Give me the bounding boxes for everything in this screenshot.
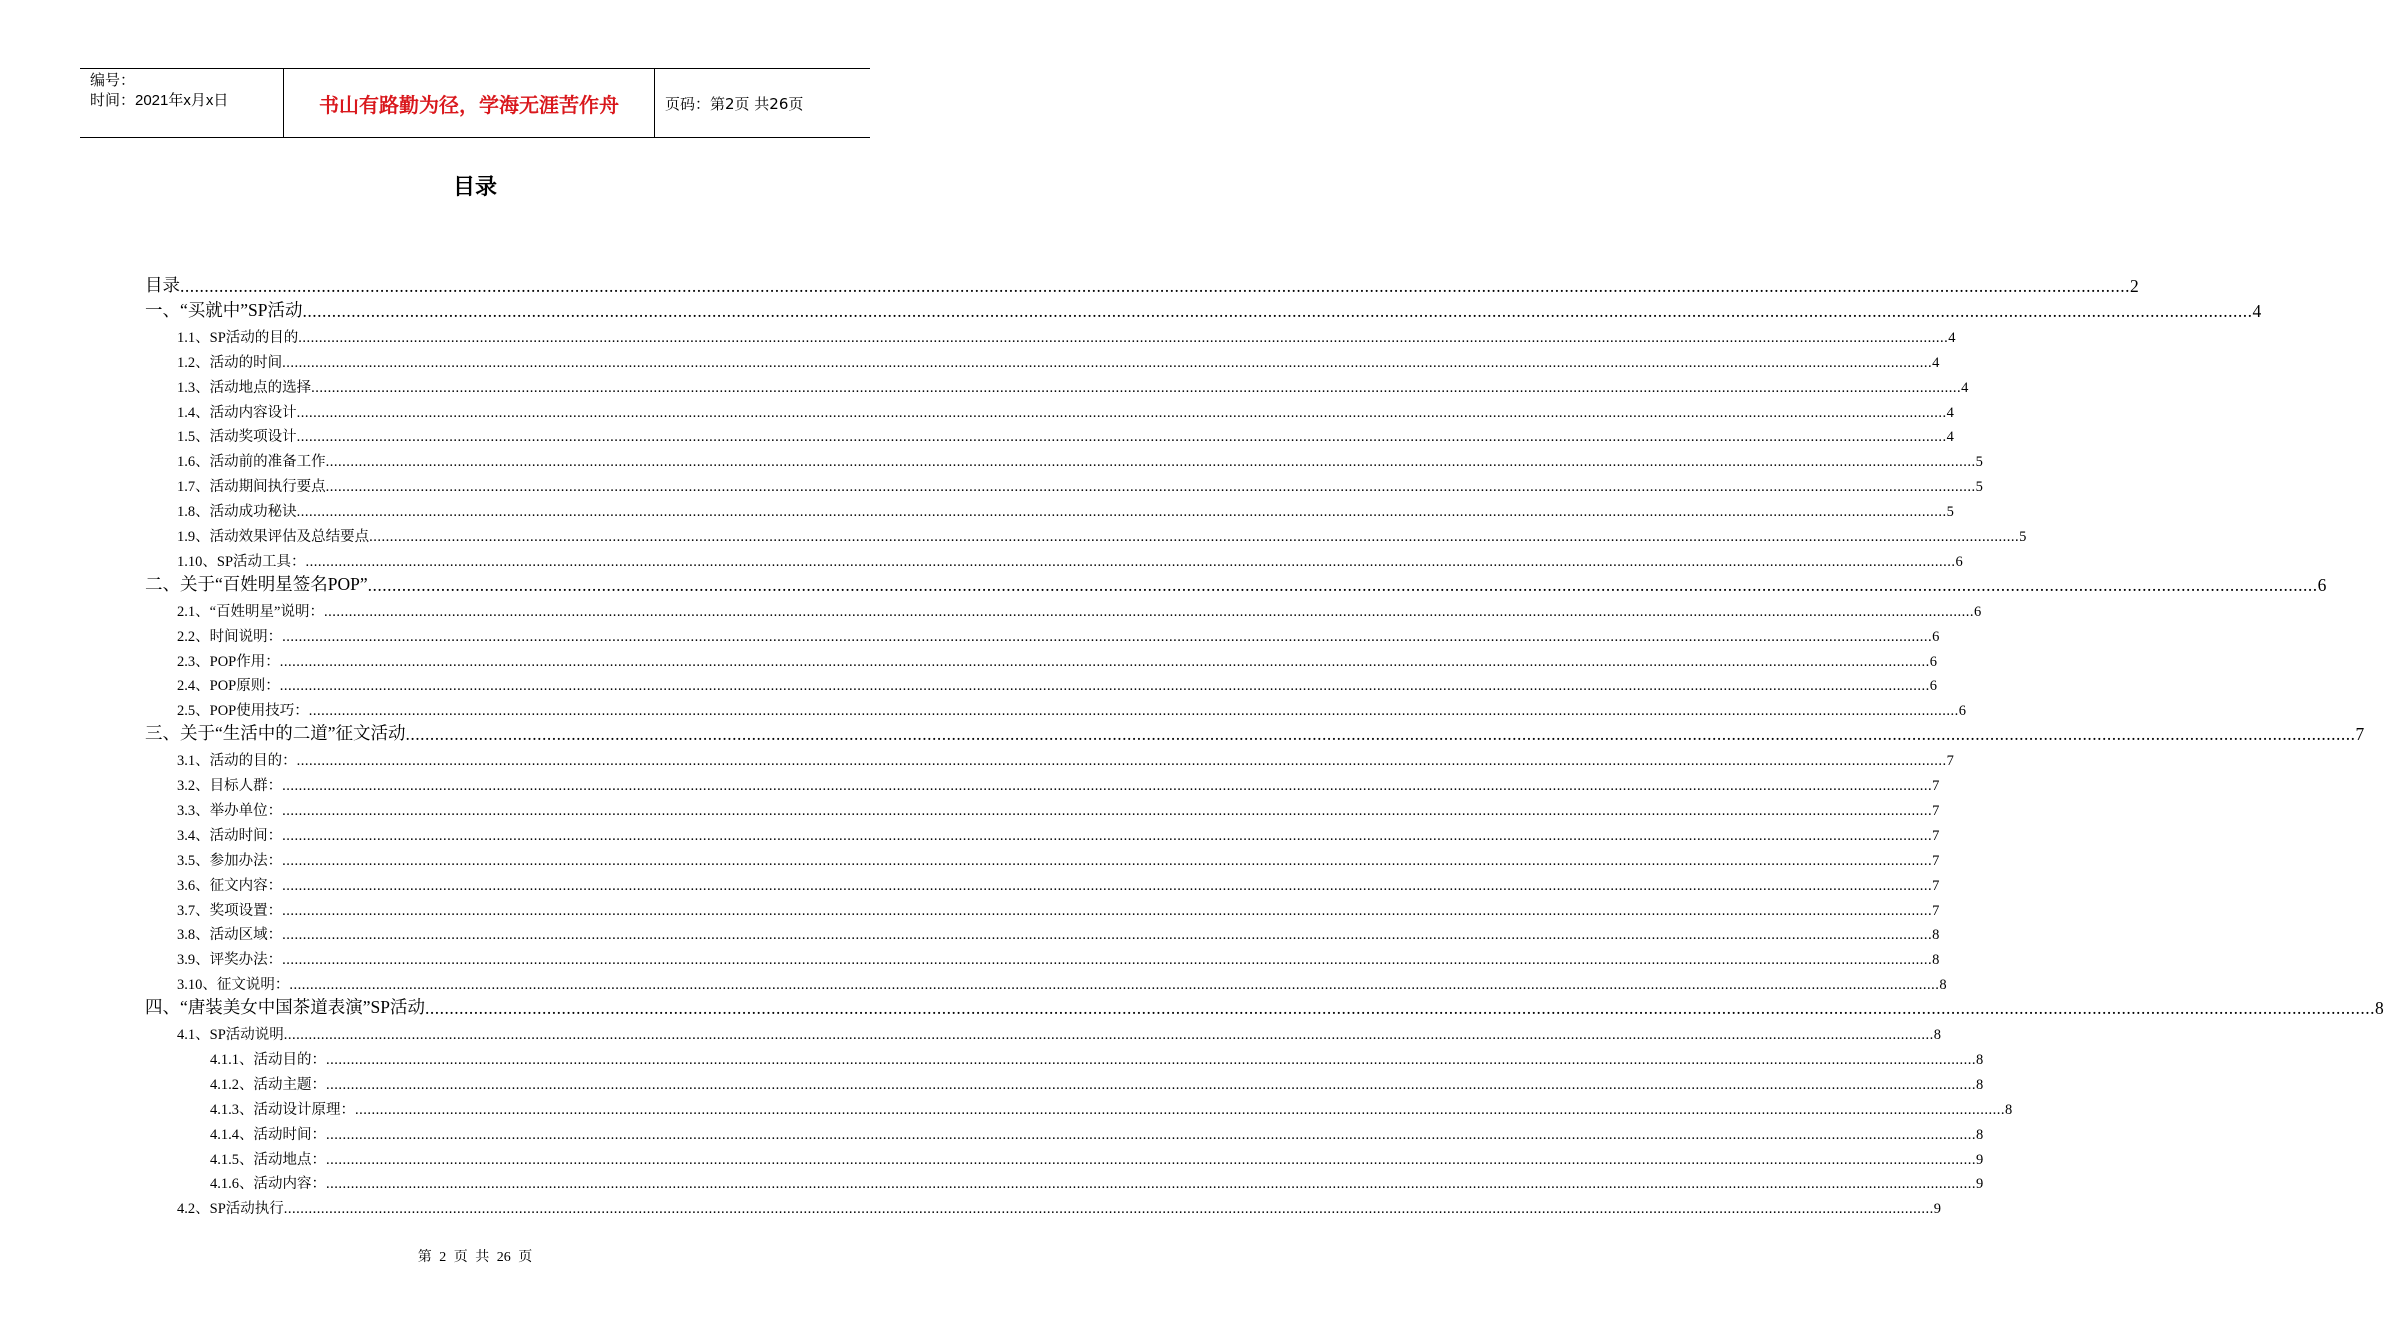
toc-leader-dots: ................................................................................................................................................................................................................................................................................................................................................................................................................ <box>282 778 1933 794</box>
toc-entry-page: 4 <box>1932 354 1940 371</box>
toc-leader-dots: ................................................................................................................................................................................................................................................................................................................................................................................................................ <box>325 479 1976 496</box>
toc-entry-page: 8 <box>1932 952 1940 969</box>
toc-entry-title: 4.2、SP活动执行 <box>177 1201 284 1218</box>
toc-leader-dots: ................................................................................................................................................................................................................................................................................................................................................................................................................ <box>405 724 2356 745</box>
toc-leader-dots: ................................................................................................................................................................................................................................................................................................................................................................................................................ <box>311 379 1962 396</box>
toc-leader-dots: ................................................................................................................................................................................................................................................................................................................................................................................................................ <box>425 998 2375 1019</box>
toc-entry-title: 1.2、活动的时间 <box>177 354 283 371</box>
page-footer: 第 2 页 共 26 页 <box>417 1250 533 1265</box>
toc-entry-page: 6 <box>1955 553 1963 570</box>
toc-entry-page: 6 <box>1929 653 1937 670</box>
toc-entry[interactable] <box>177 546 1963 571</box>
toc-leader-dots: ................................................................................................................................................................................................................................................................................................................................................................................................................ <box>296 753 1947 770</box>
toc-entry-title: 1.9、活动效果评估及总结要点 <box>177 529 370 545</box>
toc-entry[interactable] <box>210 1044 1984 1069</box>
date-label: 时间：2021年x月x日 <box>90 92 229 109</box>
toc-entry[interactable] <box>177 919 1940 944</box>
toc-entry[interactable] <box>177 944 1940 969</box>
toc-entry-title: 3.3、举办单位： <box>177 802 283 819</box>
toc-entry[interactable] <box>145 994 2384 1019</box>
page-header <box>80 68 870 138</box>
toc-entry-page: 2 <box>2130 276 2139 296</box>
toc-entry-title: 4.1、SP活动说明 <box>177 1027 284 1043</box>
toc-entry-page: 8 <box>1933 1027 1942 1043</box>
toc-entry-title: 1.1、SP活动的目的 <box>177 329 299 346</box>
toc-entry[interactable] <box>177 770 1940 795</box>
toc-leader-dots: ................................................................................................................................................................................................................................................................................................................................................................................................................ <box>282 952 1933 969</box>
toc-leader-dots: ................................................................................................................................................................................................................................................................................................................................................................................................................ <box>326 1151 1976 1168</box>
toc-entry[interactable] <box>177 845 1940 870</box>
toc-entry-page: 8 <box>1976 1126 1984 1143</box>
toc-entry-page: 7 <box>1932 778 1940 794</box>
toc-entry-page: 7 <box>1932 827 1940 844</box>
toc-entry[interactable] <box>177 372 1969 397</box>
toc-entry-title: 1.8、活动成功秘诀 <box>177 504 297 521</box>
toc-entry[interactable] <box>210 1069 1984 1094</box>
toc-entry[interactable] <box>210 1094 2013 1119</box>
toc-entry-title: 2.3、POP作用： <box>177 653 280 670</box>
toc-leader-dots: ................................................................................................................................................................................................................................................................................................................................................................................................................ <box>302 300 2253 321</box>
toc-entry[interactable] <box>177 745 1954 770</box>
toc-leader-dots: ................................................................................................................................................................................................................................................................................................................................................................................................................ <box>282 802 1933 819</box>
toc-entry-title: 4.1.4、活动时间： <box>210 1126 326 1143</box>
toc-leader-dots: ................................................................................................................................................................................................................................................................................................................................................................................................................ <box>282 628 1933 645</box>
toc-entry-title: 4.1.6、活动内容： <box>210 1176 326 1193</box>
toc-leader-dots: ................................................................................................................................................................................................................................................................................................................................................................................................................ <box>279 653 1930 670</box>
toc-entry-title: 三、关于“生活中的二道”征文活动 <box>145 723 406 744</box>
code-label: 编号： <box>90 72 136 89</box>
toc-entry-title: 1.3、活动地点的选择 <box>177 379 312 396</box>
toc-entry-title: 3.4、活动时间： <box>177 827 283 844</box>
toc-leader-dots: ................................................................................................................................................................................................................................................................................................................................................................................................................ <box>324 603 1974 620</box>
toc-entry-title: 3.10、征文说明： <box>177 977 290 994</box>
toc-entry-title: 3.5、参加办法： <box>177 852 283 869</box>
toc-entry-page: 7 <box>1932 802 1940 819</box>
header-page-info: 页码：第2页 共26页 <box>665 94 804 113</box>
toc-entry[interactable] <box>145 297 2262 322</box>
toc-entry[interactable] <box>177 1193 1942 1218</box>
toc-entry[interactable] <box>210 1119 1984 1144</box>
toc-entry[interactable] <box>177 670 1937 695</box>
toc-entry-page: 7 <box>1932 877 1940 894</box>
toc-leader-dots: ................................................................................................................................................................................................................................................................................................................................................................................................................ <box>367 574 2318 595</box>
toc-entry-page: 4 <box>1946 404 1954 421</box>
toc-entry-page: 6 <box>1974 603 1982 620</box>
toc-entry-page: 6 <box>2317 574 2327 595</box>
toc-entry-page: 4 <box>2252 300 2262 321</box>
toc-entry-title: 3.8、活动区域： <box>177 927 283 944</box>
toc-entry-page: 7 <box>1946 753 1954 770</box>
toc-entry-page: 8 <box>1939 977 1947 994</box>
toc-entry[interactable] <box>177 895 1940 920</box>
toc-entry[interactable] <box>177 471 1983 496</box>
toc-entry[interactable] <box>177 820 1940 845</box>
toc-entry[interactable] <box>145 720 2365 745</box>
toc-leader-dots: ................................................................................................................................................................................................................................................................................................................................................................................................................ <box>305 553 1956 570</box>
toc-entry-page: 7 <box>1932 852 1940 869</box>
toc-entry-title: 1.6、活动前的准备工作 <box>177 454 326 471</box>
toc-entry-page: 4 <box>1946 429 1954 446</box>
toc-leader-dots: ................................................................................................................................................................................................................................................................................................................................................................................................................ <box>283 1027 1934 1043</box>
toc-entry[interactable] <box>177 646 1937 671</box>
toc-entry-title: 3.9、评奖办法： <box>177 952 283 969</box>
toc-entry[interactable] <box>177 397 1954 422</box>
toc-leader-dots: ................................................................................................................................................................................................................................................................................................................................................................................................................ <box>282 354 1933 371</box>
toc-leader-dots: ................................................................................................................................................................................................................................................................................................................................................................................................................ <box>180 276 2130 296</box>
toc-leader-dots: ................................................................................................................................................................................................................................................................................................................................................................................................................ <box>325 454 1976 471</box>
toc-entry[interactable] <box>177 795 1940 820</box>
toc-entry-title: 1.7、活动期间执行要点 <box>177 479 326 496</box>
toc-entry-page: 8 <box>2375 998 2384 1019</box>
toc-entry[interactable] <box>177 596 1982 621</box>
header-motto: 书山有路勤为径，学海无涯苦作舟 <box>283 69 655 137</box>
toc-entry[interactable] <box>177 347 1940 372</box>
toc-entry-title: 1.4、活动内容设计 <box>177 404 297 421</box>
toc-entry-page: 6 <box>1929 678 1937 695</box>
toc-entry-page: 5 <box>1975 479 1983 496</box>
toc-entry-title: 一、“买就中”SP活动 <box>145 299 303 320</box>
toc-entry-page: 8 <box>2005 1101 2013 1118</box>
toc-entry[interactable] <box>177 322 1956 347</box>
toc-entry[interactable] <box>177 695 1966 720</box>
toc-entry[interactable] <box>210 1168 1984 1193</box>
toc-leader-dots: ................................................................................................................................................................................................................................................................................................................................................................................................................ <box>283 1201 1934 1218</box>
toc-entry-page: 5 <box>1946 504 1954 521</box>
toc-entry[interactable] <box>177 496 1954 521</box>
toc-entry[interactable] <box>210 1144 1984 1169</box>
toc-entry-title: 1.5、活动奖项设计 <box>177 429 297 446</box>
toc-entry-page: 9 <box>1976 1151 1984 1168</box>
toc-entry-page: 9 <box>1933 1201 1942 1218</box>
toc-entry-title: 3.7、奖项设置： <box>177 902 283 919</box>
toc-leader-dots: ................................................................................................................................................................................................................................................................................................................................................................................................................ <box>282 927 1933 944</box>
toc-entry-title: 4.1.2、活动主题： <box>210 1076 326 1093</box>
toc-entry[interactable] <box>177 1019 1942 1044</box>
toc-entry[interactable] <box>177 621 1940 646</box>
toc-leader-dots: ................................................................................................................................................................................................................................................................................................................................................................................................................ <box>308 703 1959 720</box>
toc-entry-page: 8 <box>1976 1076 1984 1093</box>
toc-entry-page: 7 <box>2355 724 2365 745</box>
toc-leader-dots: ................................................................................................................................................................................................................................................................................................................................................................................................................ <box>296 429 1947 446</box>
toc-entry-title: 4.1.3、活动设计原理： <box>210 1101 355 1118</box>
toc-leader-dots: ................................................................................................................................................................................................................................................................................................................................................................................................................ <box>282 902 1933 919</box>
toc-leader-dots: ................................................................................................................................................................................................................................................................................................................................................................................................................ <box>282 827 1933 844</box>
toc-entry-title: 3.2、目标人群： <box>177 778 283 794</box>
toc-entry-page: 5 <box>2019 529 2027 545</box>
toc-leader-dots: ................................................................................................................................................................................................................................................................................................................................................................................................................ <box>296 404 1947 421</box>
toc-leader-dots: ................................................................................................................................................................................................................................................................................................................................................................................................................ <box>279 678 1930 695</box>
toc-entry[interactable] <box>177 521 2027 546</box>
toc-leader-dots: ................................................................................................................................................................................................................................................................................................................................................................................................................ <box>296 504 1947 521</box>
toc-entry-title: 4.1.1、活动目的： <box>210 1051 326 1068</box>
page-title: 目录 <box>452 175 497 200</box>
toc-entry-title: 3.6、征文内容： <box>177 877 283 894</box>
toc-entry-page: 7 <box>1932 902 1940 919</box>
toc-leader-dots: ................................................................................................................................................................................................................................................................................................................................................................................................................ <box>298 329 1949 346</box>
toc-entry-title: 2.5、POP使用技巧： <box>177 703 309 720</box>
toc-entry-page: 8 <box>1932 927 1940 944</box>
toc-entry-title: 4.1.5、活动地点： <box>210 1151 326 1168</box>
toc-entry-title: 1.10、SP活动工具： <box>177 553 306 570</box>
toc-entry-page: 9 <box>1976 1176 1984 1193</box>
toc-entry[interactable] <box>177 870 1940 895</box>
toc-entry[interactable] <box>145 272 2139 297</box>
header-meta <box>80 69 283 137</box>
toc-entry-title: 2.2、时间说明： <box>177 628 283 645</box>
toc-leader-dots: ................................................................................................................................................................................................................................................................................................................................................................................................................ <box>326 1126 1976 1143</box>
toc-entry-page: 8 <box>1976 1051 1984 1068</box>
toc-entry-title: 四、“唐装美女中国茶道表演”SP活动 <box>145 997 425 1018</box>
toc-entry-page: 6 <box>1932 628 1940 645</box>
toc-entry[interactable] <box>177 421 1954 446</box>
toc-leader-dots: ................................................................................................................................................................................................................................................................................................................................................................................................................ <box>289 977 1940 994</box>
toc-leader-dots: ................................................................................................................................................................................................................................................................................................................................................................................................................ <box>369 529 2020 545</box>
toc-entry[interactable] <box>177 446 1983 471</box>
toc-leader-dots: ................................................................................................................................................................................................................................................................................................................................................................................................................ <box>326 1176 1976 1193</box>
toc-leader-dots: ................................................................................................................................................................................................................................................................................................................................................................................................................ <box>282 852 1933 869</box>
toc-entry-page: 5 <box>1975 454 1983 471</box>
toc-entry-title: 二、关于“百姓明星签名POP” <box>145 573 368 594</box>
toc-entry-page: 6 <box>1958 703 1966 720</box>
toc-leader-dots: ................................................................................................................................................................................................................................................................................................................................................................................................................ <box>355 1101 2005 1118</box>
toc-entry-title: 2.1、“百姓明星”说明： <box>177 603 324 620</box>
toc-entry[interactable] <box>177 969 1947 994</box>
toc-entry-title: 目录 <box>145 275 180 295</box>
toc-leader-dots: ................................................................................................................................................................................................................................................................................................................................................................................................................ <box>326 1051 1976 1068</box>
toc-leader-dots: ................................................................................................................................................................................................................................................................................................................................................................................................................ <box>326 1076 1976 1093</box>
toc-entry[interactable] <box>145 571 2327 596</box>
toc-entry-page: 4 <box>1961 379 1969 396</box>
toc-entry-page: 4 <box>1948 329 1956 346</box>
toc-leader-dots: ................................................................................................................................................................................................................................................................................................................................................................................................................ <box>282 877 1933 894</box>
toc-entry-title: 3.1、活动的目的： <box>177 753 297 770</box>
toc-entry-title: 2.4、POP原则： <box>177 678 280 695</box>
